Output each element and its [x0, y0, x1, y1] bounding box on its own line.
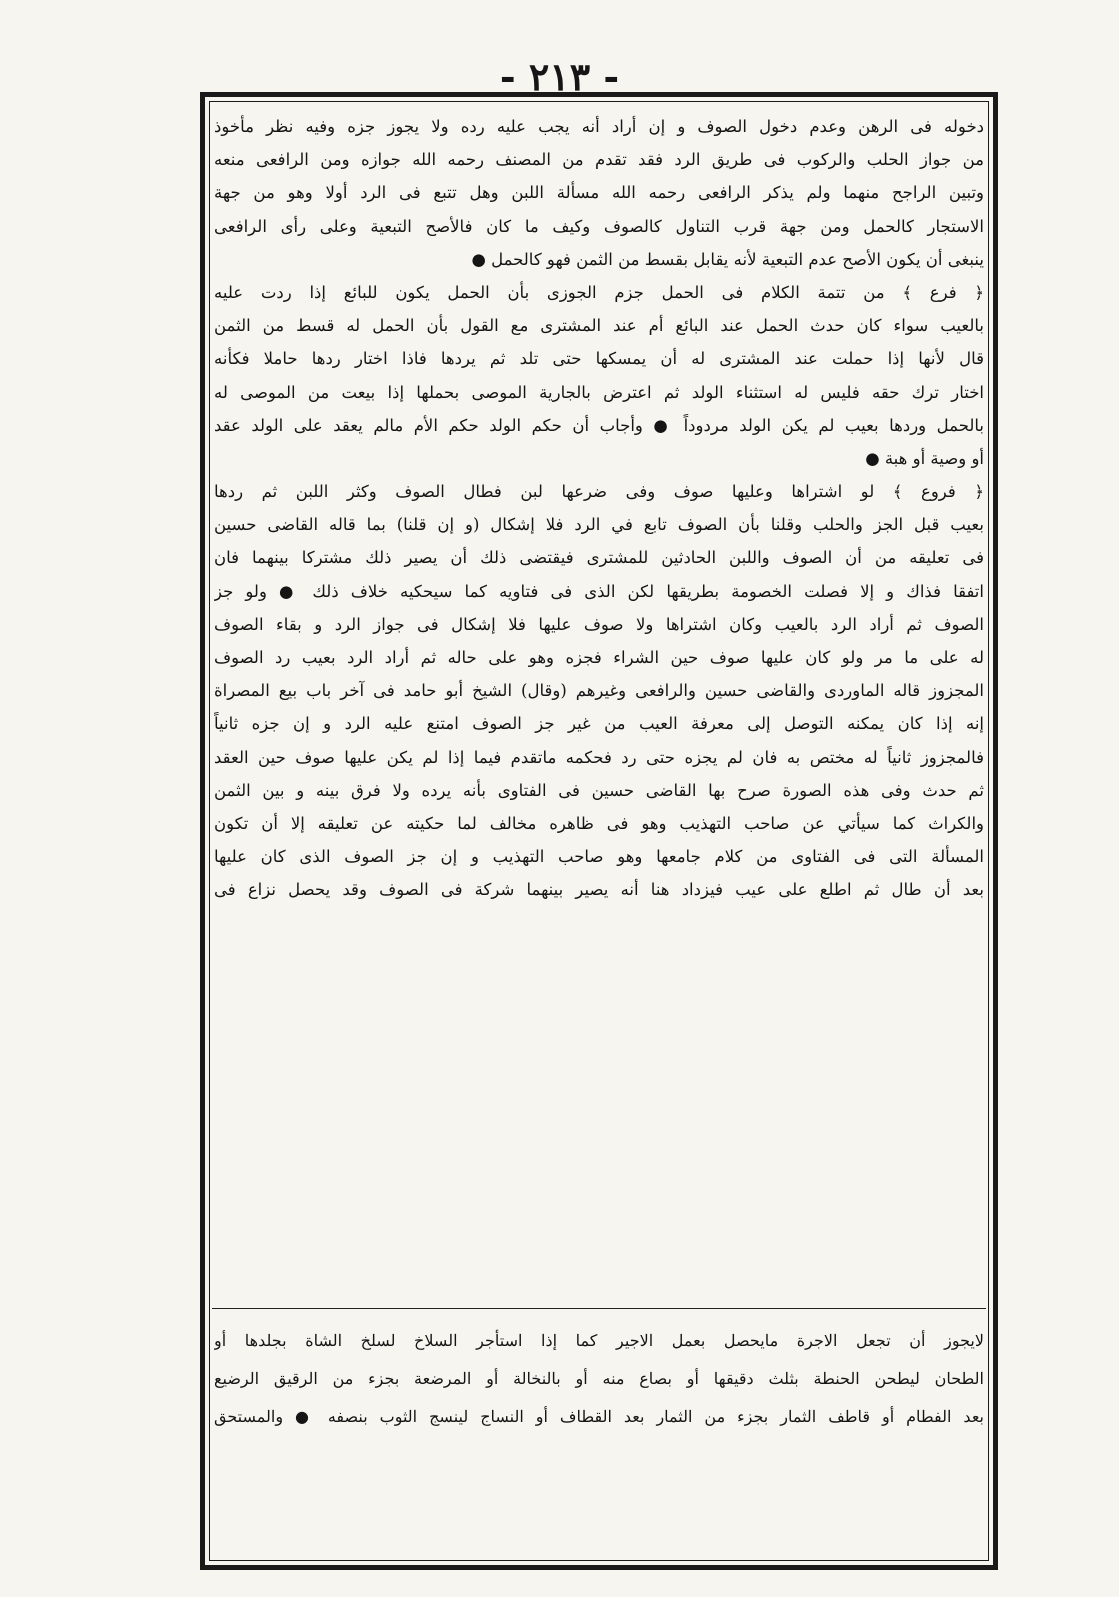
- main-text-line: ﴿ فرع ﴾ من تتمة الكلام فى الحمل جزم الجوزى بأن الحمل يكون للبائع إذا ردت عليه: [214, 282, 984, 302]
- main-text-line: الاستجار كالحمل ومن جهة قرب التناول كالصوف وكيف ما كان فالأصح التبعية وعلى رأى الرافعى: [214, 216, 984, 236]
- main-text-line: ﴿ فروع ﴾ لو اشتراها وعليها صوف وفى ضرعها لبن فطال الصوف وكثر اللبن ثم ردها: [214, 482, 984, 502]
- main-text-line: أو وصية أو هبة ●: [865, 448, 984, 468]
- main-text-line: اختار ترك حقه فليس له استثناء الولد ثم اعترض بالجارية الموصى بحملها إذا بيعت من الموصى له: [214, 382, 984, 402]
- main-text-line: والكراث كما سيأتي عن صاحب التهذيب وهو فى ظاهره مخالف لما حكيته عن تعليقه إلا أن تكون: [214, 813, 984, 833]
- main-text-line: وتبين الراجح منهما ولم يذكر الرافعى رحمه الله مسألة اللبن وهل تتبع فى الرد أولا وهو من جهة: [214, 183, 984, 203]
- main-text-line: قال لأنها إذا حملت عند المشترى له أن يمسكها حتى تلد ثم يردها فاذا اختار ردها حاملا فكأنه: [214, 349, 984, 369]
- main-text-line: دخوله فى الرهن وعدم دخول الصوف و إن أراد أنه يجب عليه رده ولا يجوز جزه وفيه نظر مأخوذ: [214, 117, 984, 136]
- main-text-line: بالحمل وردها بعيب لم يكن الولد مردوداً ● وأجاب أن حكم الولد حكم الأم مالم يعقد على الولد عقد: [214, 415, 984, 435]
- main-text-line: ينبغى أن يكون الأصح عدم التبعية لأنه يقابل بقسط من الثمن فهو كالحمل ●: [471, 249, 984, 269]
- main-text-line: فالمجزوز ثانياً له مختص به فان لم يجزه حتى رد فحكمه ماتقدم فيما إذا لم يكن عليها صوف حين العقد: [214, 747, 984, 767]
- main-text-line: ثم حدث وفى هذه الصورة صرح بها القاضى حسين فى الفتاوى بأنه يرده ولا فرق بينه و بين الثمن: [214, 780, 984, 800]
- main-text-line: بعد أن طال ثم اطلع على عيب فيزداد هنا أنه يصير بينهما شركة فى الصوف وقد يحصل نزاع فى: [214, 880, 984, 900]
- main-text-line: له على ما مر ولو كان عليها صوف حين الشراء فجزه وهو على حاله ثم أراد الرد بعيب رد الصوف: [214, 648, 984, 667]
- footnote-line: لايجوز أن تجعل الاجرة مايحصل بعمل الاجير كما إذا استأجر السلاخ لسلخ الشاة بجلدها أو: [214, 1331, 984, 1350]
- footnote-divider: [212, 1308, 986, 1309]
- footnote-line: بعد الفطام أو قاطف الثمار بجزء من الثمار بعد القطاف أو النساج لينسج الثوب بنصفه ● والمستحق: [214, 1407, 984, 1426]
- main-text-line: بعيب قبل الجز والحلب وقلنا بأن الصوف تابع في الرد فلا إشكال (و إن قلنا) بما قاله القاضى حسين: [214, 515, 984, 535]
- page-number: - ٢١٣ -: [499, 54, 620, 99]
- main-text-line: بالعيب سواء كان حدث الحمل عند البائع أم عند المشترى مع القول بأن الحمل له قسط من الثمن: [214, 316, 984, 336]
- main-text-line: إنه إذا كان يمكنه التوصل إلى معرفة العيب من غير جز الصوف امتنع عليه الرد و إن جزه ثانياً: [214, 714, 984, 734]
- main-text-line: فى تعليقه من أن الصوف واللبن الحادثين للمشترى فيقتضى ذلك أن يصير ذلك مشتركا بينهما فان: [214, 548, 984, 568]
- main-text-line: اتفقا فذاك و إلا فصلت الخصومة بطريقها لكن الذى فى فتاويه كما سيحكيه خلاف ذلك ● ولو جز: [214, 581, 984, 601]
- main-text-line: المسألة التى فى الفتاوى من كلام جامعها وهو صاحب التهذيب و إن جز الصوف الذى كان عليها: [214, 847, 984, 867]
- main-text-line: من جواز الحلب والركوب فى طريق الرد فقد تقدم من المصنف رحمه الله جوازه ومن الرافعى منعه: [214, 150, 984, 170]
- footnote-block: [214, 1322, 984, 1436]
- main-text-line: الصوف ثم أراد الرد بالعيب وكان اشتراها ولا صوف عليها فلا إشكال فى جواز الرد و بقاء الصوف: [214, 614, 984, 634]
- main-text-line: المجزوز قاله الماوردى والقاضى حسين والرافعى وغيرهم (وقال) الشيخ أبو حامد فى آخر باب بيع المصراة: [214, 681, 984, 701]
- footnote-line: الطحان ليطحن الحنطة بثلث دقيقها أو بصاع منه أو بالنخالة أو المرضعة بجزء من الرقيق الرضيع: [214, 1369, 984, 1388]
